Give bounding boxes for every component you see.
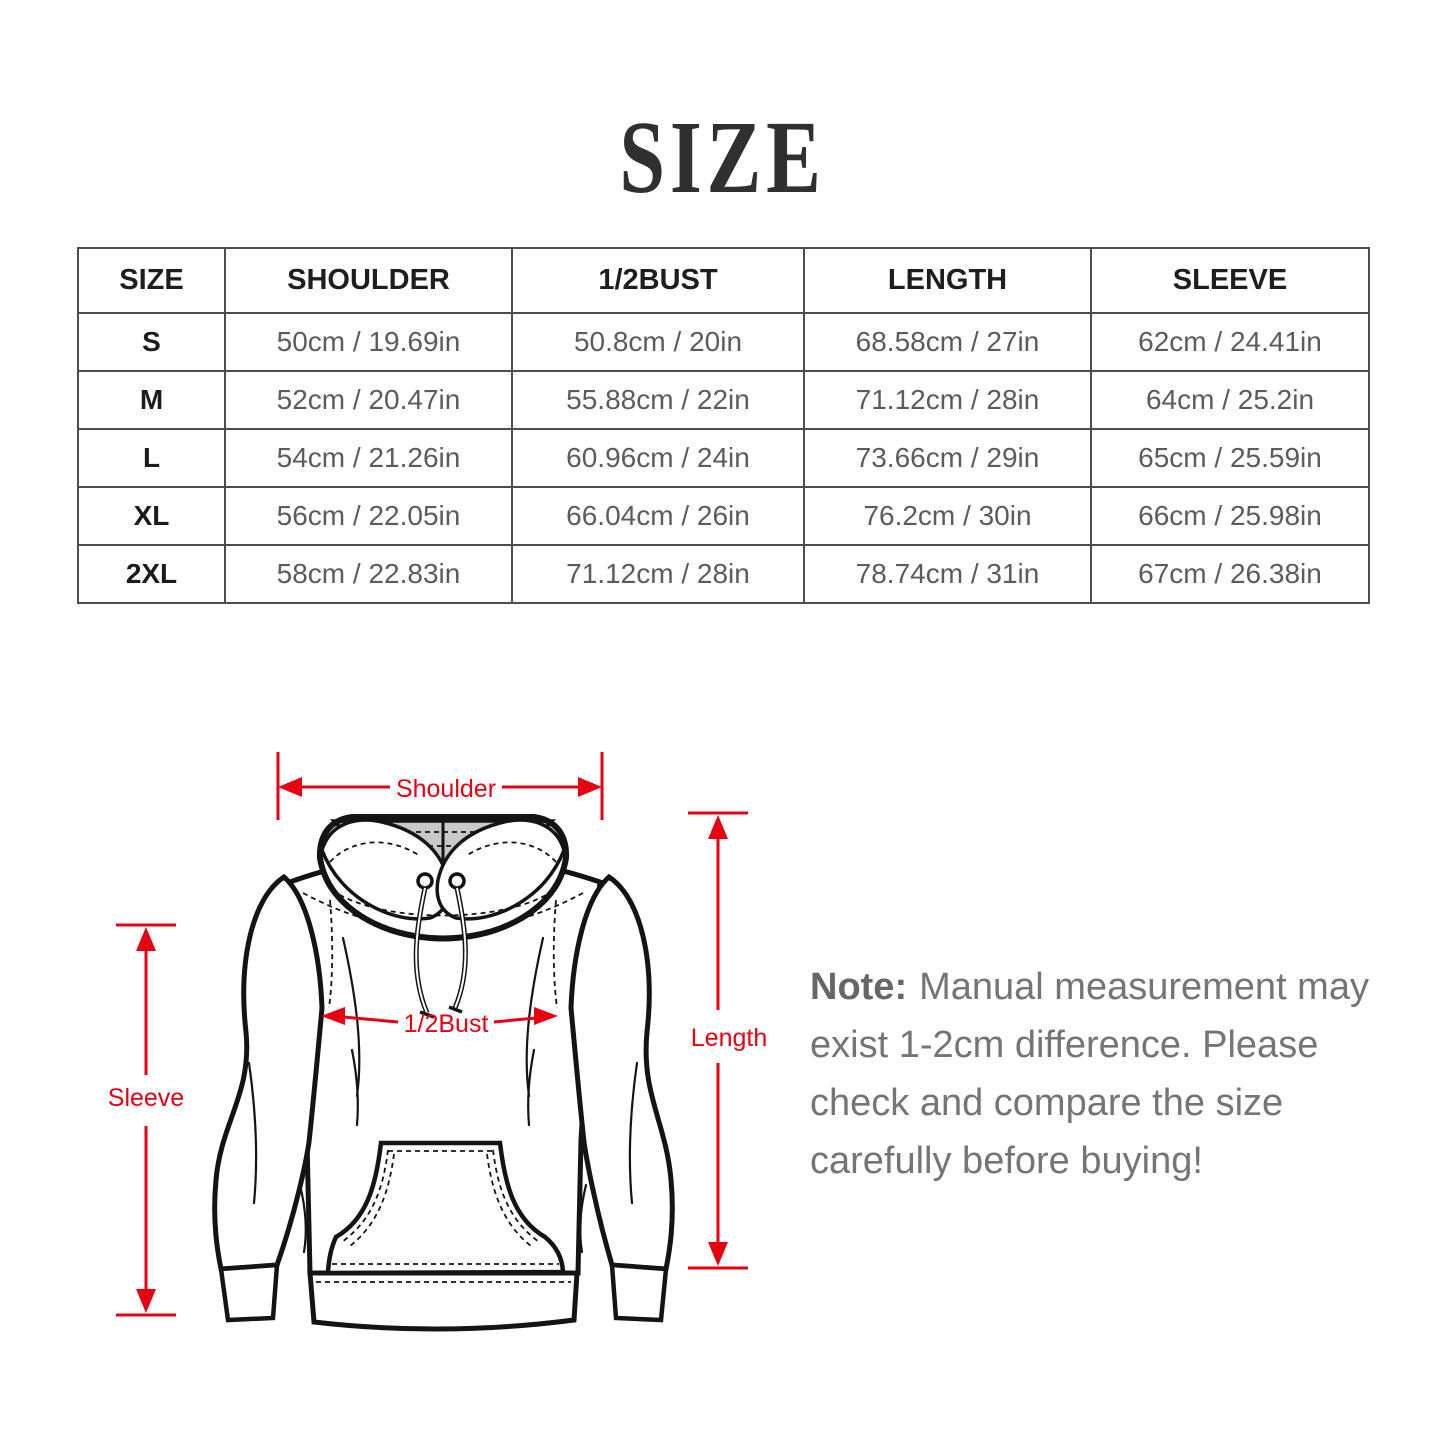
cell-shoulder: 56cm / 22.05in: [225, 487, 512, 545]
cell-shoulder: 58cm / 22.83in: [225, 545, 512, 603]
column-header-sleeve: SLEEVE: [1091, 248, 1369, 313]
cell-shoulder: 50cm / 19.69in: [225, 313, 512, 371]
half-bust-label: 1/2Bust: [403, 1010, 489, 1038]
arrow-up-icon: [708, 815, 728, 839]
length-label: Length: [690, 1024, 768, 1052]
cell-length: 76.2cm / 30in: [804, 487, 1091, 545]
sleeve-annotation: [108, 925, 184, 1315]
table-row-s: [78, 313, 1369, 371]
cell-sleeve: 64cm / 25.2in: [1091, 371, 1369, 429]
cell-half-bust: 66.04cm / 26in: [512, 487, 804, 545]
size-table-header-row: [78, 248, 1369, 313]
arrow-right-icon: [578, 777, 602, 797]
cell-sleeve: 65cm / 25.59in: [1091, 429, 1369, 487]
sleeve-label: Sleeve: [107, 1084, 185, 1112]
cell-size: L: [78, 429, 225, 487]
cell-shoulder: 52cm / 20.47in: [225, 371, 512, 429]
size-table: [77, 247, 1370, 604]
note-line-4: carefully before buying!: [810, 1140, 1203, 1182]
cell-sleeve: 66cm / 25.98in: [1091, 487, 1369, 545]
note-line-2: exist 1-2cm difference. Please: [810, 1024, 1319, 1066]
cell-half-bust: 50.8cm / 20in: [512, 313, 804, 371]
cell-size: S: [78, 313, 225, 371]
arrow-down-icon: [136, 1289, 156, 1313]
cell-size: 2XL: [78, 545, 225, 603]
column-header-shoulder: SHOULDER: [225, 248, 512, 313]
cell-length: 73.66cm / 29in: [804, 429, 1091, 487]
table-row-xl: [78, 487, 1369, 545]
arrow-up-icon: [136, 927, 156, 951]
right-eyelet: [450, 874, 464, 888]
left-cuff: [221, 1265, 277, 1320]
column-header-size: SIZE: [78, 248, 225, 313]
left-eyelet: [418, 874, 432, 888]
note-line-3: check and compare the size: [810, 1082, 1284, 1124]
cell-length: 71.12cm / 28in: [804, 371, 1091, 429]
length-annotation: [688, 813, 767, 1268]
column-header-length: LENGTH: [804, 248, 1091, 313]
cell-half-bust: 55.88cm / 22in: [512, 371, 804, 429]
cell-shoulder: 54cm / 21.26in: [225, 429, 512, 487]
arrow-left-icon: [278, 777, 302, 797]
note-label: Note:: [810, 966, 908, 1008]
arrow-down-icon: [708, 1242, 728, 1266]
note-text: [810, 958, 1390, 1190]
shoulder-label: Shoulder: [395, 775, 497, 803]
cell-sleeve: 62cm / 24.41in: [1091, 313, 1369, 371]
hoodie-measurement-diagram: [90, 740, 790, 1380]
cell-size: XL: [78, 487, 225, 545]
shoulder-annotation: [278, 752, 602, 820]
cell-length: 68.58cm / 27in: [804, 313, 1091, 371]
right-cuff: [612, 1265, 666, 1320]
note-line-1: Manual measurement may: [919, 966, 1369, 1008]
page-title: SIZE: [619, 100, 826, 215]
cell-half-bust: 71.12cm / 28in: [512, 545, 804, 603]
table-row-l: [78, 429, 1369, 487]
table-row-2xl: [78, 545, 1369, 603]
left-sleeve-crease-3: [300, 1185, 306, 1252]
right-sleeve: [571, 877, 672, 1269]
cell-sleeve: 67cm / 26.38in: [1091, 545, 1369, 603]
cell-length: 78.74cm / 31in: [804, 545, 1091, 603]
hoodie-drawing: [215, 817, 673, 1329]
column-header-half-bust: 1/2BUST: [512, 248, 804, 313]
left-sleeve: [215, 877, 322, 1269]
table-row-m: [78, 371, 1369, 429]
cell-size: M: [78, 371, 225, 429]
cell-half-bust: 60.96cm / 24in: [512, 429, 804, 487]
